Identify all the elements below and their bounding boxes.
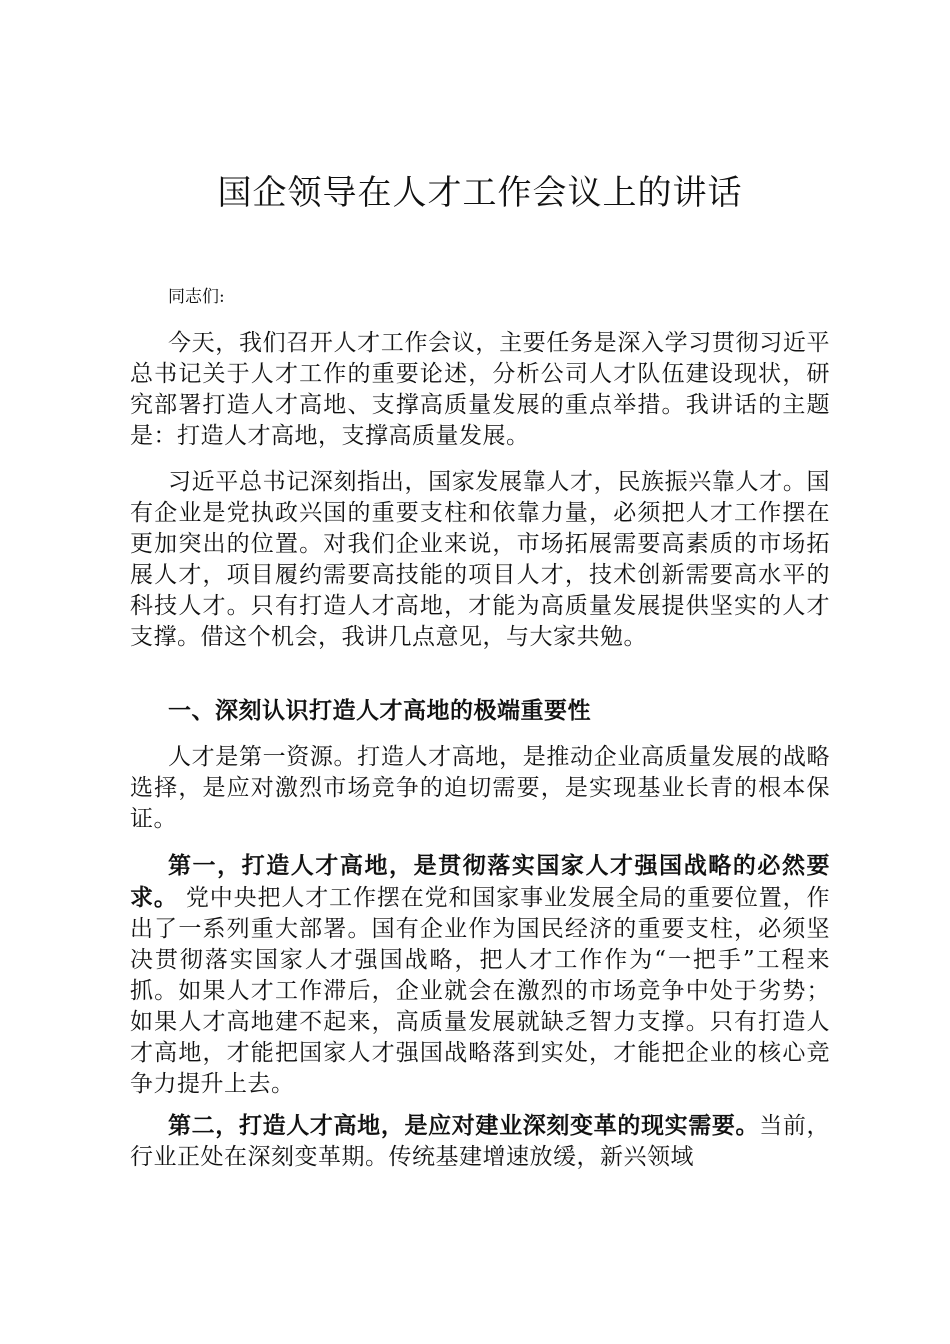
salutation: 同志们: xyxy=(168,287,225,307)
paragraph-background: 习近平总书记深刻指出，国家发展靠人才，民族振兴靠人才。国有企业是党执政兴国的重要支柱和依靠力量，必须把人才工作摆在更加突出的位置。对我们企业来说，市场拓展需要高素质的市场拓展人才，项目履约需要高技能的项目人才，技术创新需要高水平的科技人才。只有打造人才高地，才能为高质量发展提供坚实的人才支撑。借这个机会，我讲几点意见，与大家共勉。 xyxy=(130,469,830,650)
document-title: 国企领导在人才工作会议上的讲话 xyxy=(217,173,743,213)
point-1-lead: 第一，打造人才高地，是贯彻落实国家人才强国战略的必然要求。 xyxy=(130,852,830,911)
point-1-body: 党中央把人才工作摆在党和国家事业发展全局的重要位置，作出了一系列重大部署。国有企业作为国民经济的重要支柱，必须坚决贯彻落实国家人才强国战略，把人才工作作为“一把手”工程来抓。如果人才工作滞后，企业就会在激烈的市场竞争中处于劣势；如果人才高地建不起来，高质量发展就缺乏智力支撑。只有打造人才高地，才能把国家人才强国战略落到实处，才能把企业的核心竞争力提升上去。 xyxy=(130,885,831,1097)
paragraph-point-1 xyxy=(130,850,830,1100)
paragraph-section1-intro: 人才是第一资源。打造人才高地，是推动企业高质量发展的战略选择，是应对激烈市场竞争的迫切需要，是实现基业长青的根本保证。 xyxy=(130,744,830,832)
paragraph-point-2 xyxy=(130,1110,830,1173)
paragraph-opening: 今天，我们召开人才工作会议，主要任务是深入学习贯彻习近平总书记关于人才工作的重要论述，分析公司人才队伍建设现状，研究部署打造人才高地、支撑高质量发展的重点举措。我讲话的主题是：打造人才高地，支撑高质量发展。 xyxy=(130,330,830,449)
point-2-body: 当前，行业正处在深刻变革期。传统基建增速放缓，新兴领域 xyxy=(130,1113,831,1170)
section-heading-1: 一、深刻认识打造人才高地的极端重要性 xyxy=(168,697,591,724)
point-2-lead: 第二，打造人才高地，是应对建业深刻变革的现实需要。 xyxy=(168,1112,760,1139)
